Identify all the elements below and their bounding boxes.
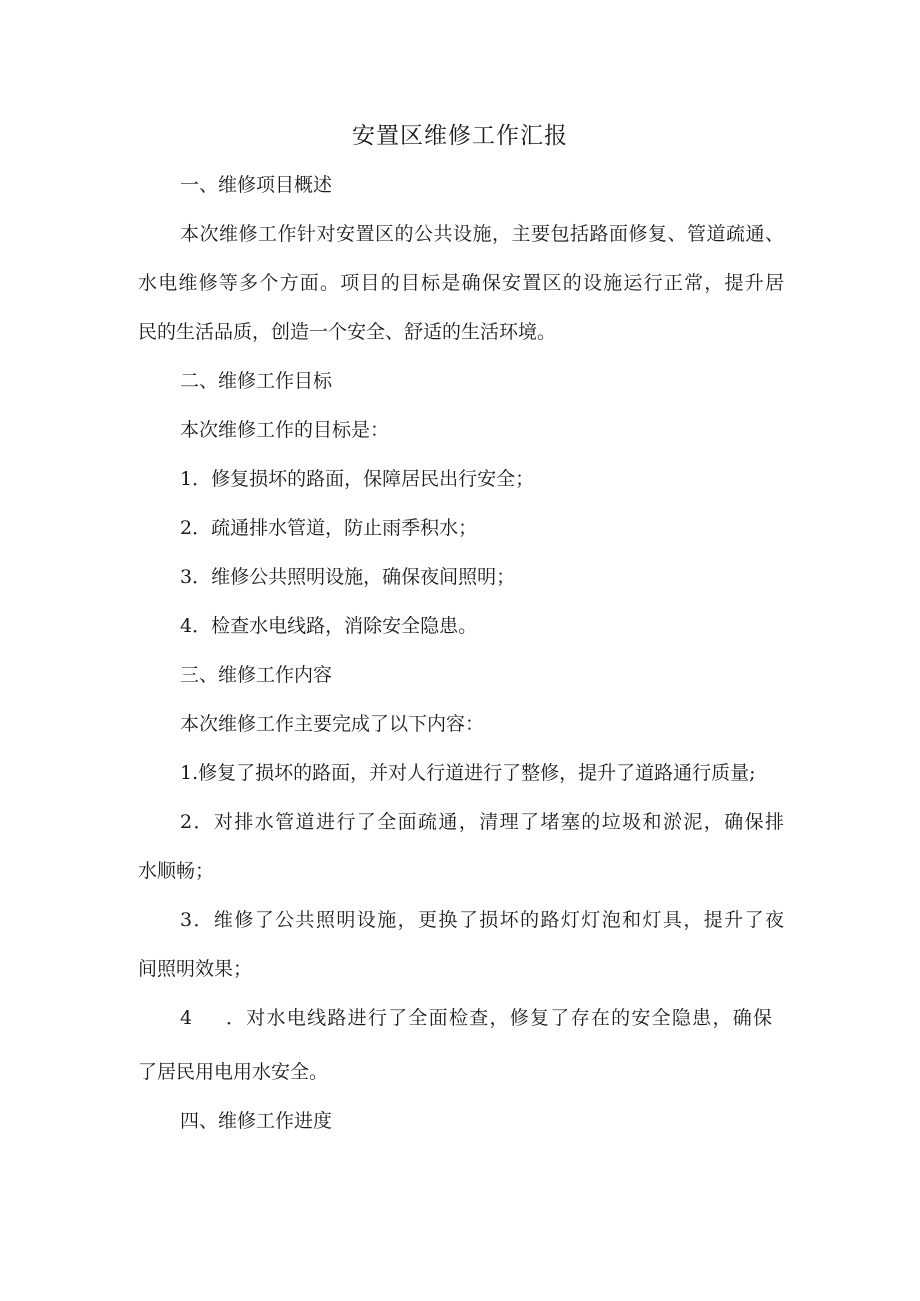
list-item: 3．维修公共照明设施，确保夜间照明；	[180, 566, 516, 588]
list-item: 4．检查水电线路，消除安全隐患。	[180, 615, 478, 637]
list-item-continuation: 水顺畅；	[138, 860, 215, 882]
list-item: 3．维修了公共照明设施，更换了损坏的路灯灯泡和灯具，提升了夜	[180, 909, 784, 931]
section-heading-progress: 四、维修工作进度	[180, 1110, 333, 1132]
paragraph-line: 本次维修工作主要完成了以下内容：	[180, 713, 485, 735]
section-heading-goals: 二、维修工作目标	[180, 370, 333, 392]
list-item-continuation: 间照明效果；	[138, 958, 253, 980]
section-heading-content: 三、维修工作内容	[180, 664, 333, 686]
list-item: ．对水电线路进行了全面检查，修复了存在的安全隐患，确保	[226, 1007, 772, 1029]
section-heading-overview: 一、维修项目概述	[180, 174, 333, 196]
list-item: 1.修复了损坏的路面，并对人行道进行了整修，提升了道路通行质量;	[180, 762, 756, 784]
list-item-continuation: 了居民用电用水安全。	[138, 1061, 329, 1083]
paragraph-line: 民的生活品质，创造一个安全、舒适的生活环境。	[138, 321, 557, 343]
list-item: 2．对排水管道进行了全面疏通，清理了堵塞的垃圾和淤泥，确保排	[180, 811, 784, 833]
paragraph-line: 本次维修工作的目标是：	[180, 419, 390, 441]
paragraph-line: 水电维修等多个方面。项目的目标是确保安置区的设施运行正常，提升居	[138, 272, 784, 294]
paragraph-line: 本次维修工作针对安置区的公共设施，主要包括路面修复、管道疏通、	[180, 223, 784, 245]
list-item: 1．修复损坏的路面，保障居民出行安全；	[180, 468, 535, 490]
document-title: 安置区维修工作汇报	[352, 123, 568, 149]
list-item-number: 4	[180, 1007, 193, 1029]
list-item: 2．疏通排水管道，防止雨季积水；	[180, 517, 478, 539]
